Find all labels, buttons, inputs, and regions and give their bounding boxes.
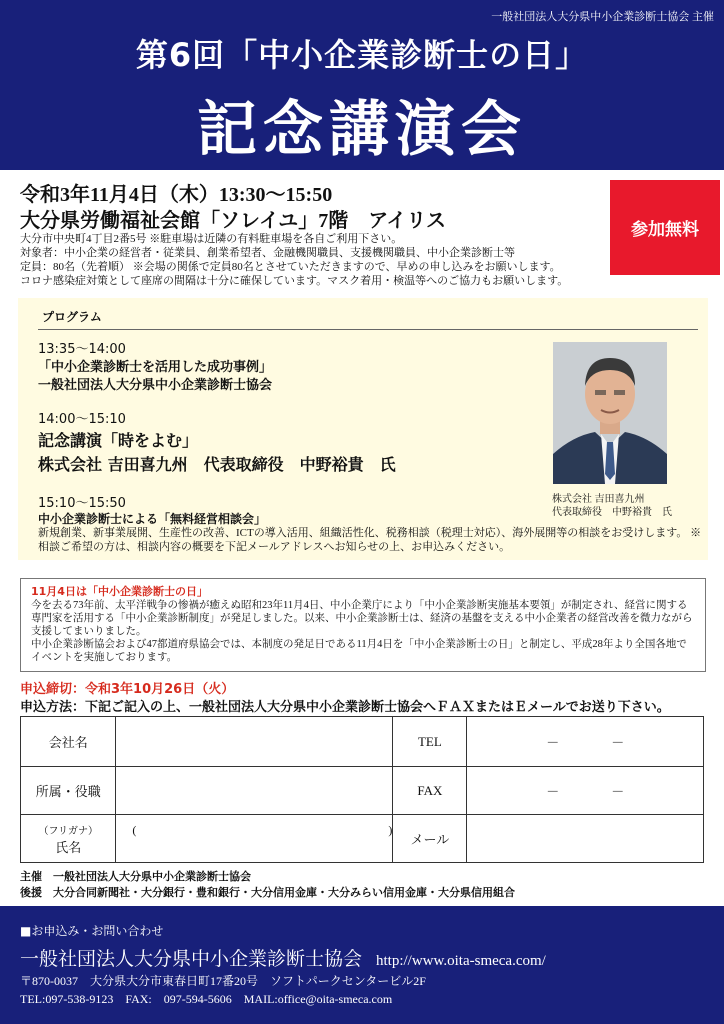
application-method: 申込方法：下記ご記入の上、一般社団法人大分県中小企業診断士協会へＦＡＸまたはＥメールでお送り下さい。: [20, 700, 670, 715]
tel-label: TEL: [393, 717, 467, 767]
dept-label: 所属・役職: [21, 767, 116, 815]
day-info-paragraph-2: 中小企業診断協会および47都道府県協会では、本制度の発足日である11月4日を「中小企業診断士の日」と制定し、平成28年より全国各地でイベントを実施しております。: [31, 639, 687, 663]
session1-speaker: 一般社団法人大分県中小企業診断士協会: [38, 378, 273, 393]
person-icon: [553, 342, 667, 484]
event-venue: 大分県労働福祉会館「ソレイユ」7階 アイリス: [20, 210, 446, 232]
form-row: [21, 815, 704, 863]
event-subtitle: 記念講演会: [197, 95, 527, 165]
footer-address: 〒870-0037 大分県大分市東春日町17番20号 ソフトパークセンタービル2F: [20, 974, 426, 988]
day-info-paragraph-1: 今を去る73年前、太平洋戦争の惨禍が癒えぬ昭和23年11月4日、中小企業庁により「中小企業診断実施基本要領」が制定され、経営に関する専門家を活用する「中小企業診断制度」が発足しました。以来、中小企業診断士は、経済の基盤を支える中小企業者の経営改善を微力ながら支援してまいりました。: [31, 600, 693, 637]
form-row: [21, 767, 704, 815]
dept-field[interactable]: [116, 767, 393, 815]
day-info-text: [31, 599, 695, 664]
target-audience: 対象者：中小企業の経営者・従業員、創業希望者、金融機関職員、支援機関職員、中小企業診断士等: [20, 247, 515, 259]
footer-url[interactable]: http://www.oita-smeca.com/: [376, 953, 546, 969]
free-badge: 参加無料: [610, 180, 720, 275]
mail-label: メール: [393, 815, 467, 863]
session3-title: 中小企業診断士による「無料経営相談会」: [38, 512, 267, 526]
speaker-photo: [553, 342, 667, 484]
contact-label: ■お申込み・お問い合わせ: [20, 924, 164, 938]
header-band: [0, 0, 724, 170]
footer-org-line: [20, 944, 546, 971]
venue-address: 大分市中央町4丁目2番5号 ※駐車場は近隣の有料駐車場を各自ご利用下さい。: [20, 233, 403, 245]
session2-time: 14:00～15:10: [38, 412, 126, 427]
day-info-box: [20, 578, 706, 672]
program-divider: [38, 329, 698, 330]
organizer-text: 一般社団法人大分県中小企業診断士協会 主催: [491, 11, 714, 23]
fax-label: FAX: [393, 767, 467, 815]
name-field[interactable]: ( ): [116, 815, 393, 863]
tel-field[interactable]: － －: [467, 717, 704, 767]
application-form: [20, 716, 704, 863]
footer-contacts: TEL:097-538-9123 FAX: 097-594-5606 MAIL:office@oita-smeca.com: [20, 992, 393, 1006]
covid-note: コロナ感染症対策として座席の間隔は十分に確保しています。マスク着用・検温等へのご協力もお願いします。: [20, 275, 569, 287]
name-label: 氏名: [55, 839, 82, 855]
company-field[interactable]: [116, 717, 393, 767]
form-row: [21, 717, 704, 767]
event-title: 第6回「中小企業診断士の日」: [135, 36, 589, 74]
session1-title: 「中小企業診断士を活用した成功事例」: [38, 360, 273, 375]
photo-caption-company: 株式会社 吉田喜九州: [552, 494, 645, 505]
session2-speaker: 株式会社 吉田喜九州 代表取締役 中野裕貴 氏: [38, 455, 396, 474]
session3-description: 新規創業、新事業展開、生産性の改善、ICTの導入活用、組織活性化、税務相談（税理士対応）、海外展開等の相談をお受けします。 ※相談ご希望の方は、相談内容の概要を下記メールアドレスへお知らせの上、お申込みください。: [38, 527, 702, 553]
application-deadline: 申込締切：令和3年10月26日（火）: [20, 682, 235, 697]
event-datetime: 令和3年11月4日（木）13:30～15:50: [20, 184, 333, 206]
day-info-heading: 11月4日は「中小企業診断士の日」: [31, 585, 208, 598]
footer-band: [0, 906, 724, 1024]
program-heading: プログラム: [42, 310, 102, 324]
mail-field[interactable]: [467, 815, 704, 863]
name-label-cell: [21, 815, 116, 863]
company-label: 会社名: [21, 717, 116, 767]
fax-field[interactable]: － －: [467, 767, 704, 815]
program-section: [18, 298, 708, 560]
photo-caption-name: 代表取締役 中野裕貴 氏: [552, 507, 672, 518]
host-supporters: 後援 大分合同新聞社・大分銀行・豊和銀行・大分信用金庫・大分みらい信用金庫・大分県信用組合: [20, 886, 515, 899]
footer-org: 一般社団法人大分県中小企業診断士協会: [20, 949, 363, 970]
capacity-note: 定員：80名（先着順） ※会場の関係で定員80名とさせていただきますので、早めの申し込みをお願いします。: [20, 261, 561, 273]
host-organizer: 主催 一般社団法人大分県中小企業診断士協会: [20, 870, 251, 883]
session1-time: 13:35～14:00: [38, 342, 126, 357]
furigana-label: （フリガナ）: [38, 825, 98, 837]
session2-title: 記念講演「時をよむ」: [38, 431, 199, 450]
session3-time: 15:10～15:50: [38, 496, 126, 511]
